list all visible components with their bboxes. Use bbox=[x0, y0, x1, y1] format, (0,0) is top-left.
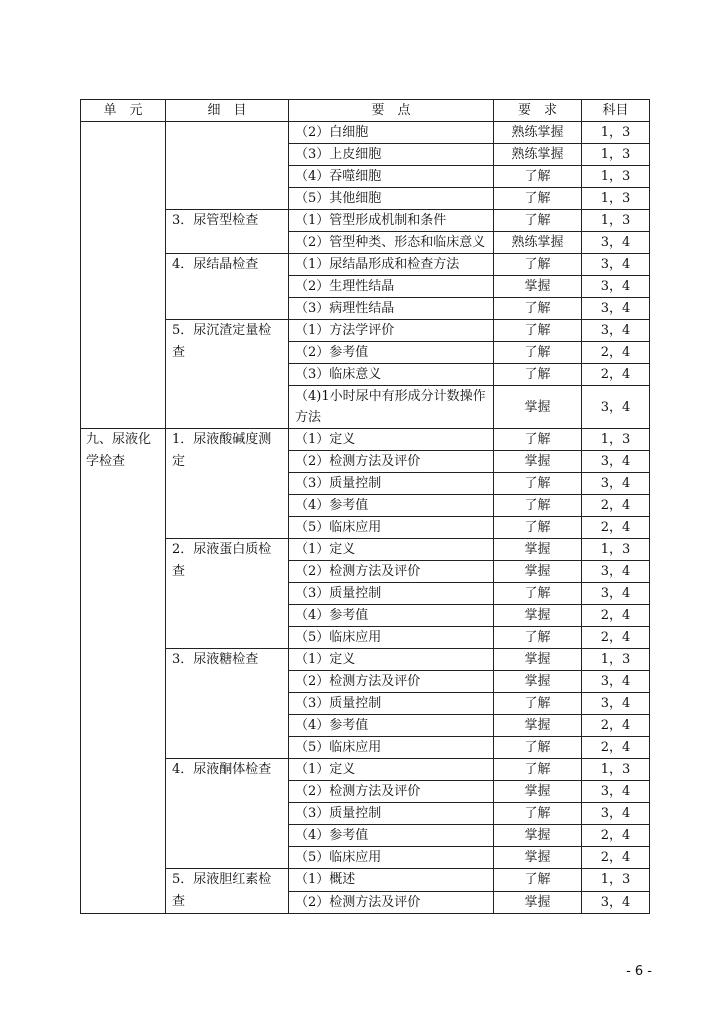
point-cell: （1）定义 bbox=[289, 759, 494, 781]
requirement-cell: 掌握 bbox=[494, 891, 582, 914]
point-cell: （2）白细胞 bbox=[289, 122, 494, 144]
point-cell: （1）尿结晶形成和检查方法 bbox=[289, 254, 494, 276]
point-cell: （5）临床应用 bbox=[289, 737, 494, 759]
requirement-cell: 了解 bbox=[494, 759, 582, 781]
subject-cell: 1，3 bbox=[582, 166, 650, 188]
requirement-cell: 掌握 bbox=[494, 561, 582, 583]
subject-cell: 3，4 bbox=[582, 254, 650, 276]
point-cell: （4）参考值 bbox=[289, 825, 494, 847]
detail-cell: 4．尿液酮体检查 bbox=[166, 759, 289, 869]
subject-cell: 3，4 bbox=[582, 232, 650, 254]
table-row bbox=[81, 869, 650, 892]
point-cell: （2）检测方法及评价 bbox=[289, 561, 494, 583]
header-row bbox=[81, 100, 650, 122]
table-row bbox=[81, 122, 650, 144]
point-cell: （4）吞噬细胞 bbox=[289, 166, 494, 188]
subject-cell: 1，3 bbox=[582, 539, 650, 561]
requirement-cell: 了解 bbox=[494, 320, 582, 342]
requirement-cell: 掌握 bbox=[494, 386, 582, 429]
point-cell: （2）检测方法及评价 bbox=[289, 891, 494, 914]
point-cell: （3）质量控制 bbox=[289, 693, 494, 715]
table-row bbox=[81, 429, 650, 451]
requirement-cell: 了解 bbox=[494, 627, 582, 649]
requirement-cell: 了解 bbox=[494, 473, 582, 495]
point-cell: （2）参考值 bbox=[289, 342, 494, 364]
point-cell: （3）质量控制 bbox=[289, 583, 494, 605]
requirement-cell: 了解 bbox=[494, 342, 582, 364]
requirement-cell: 了解 bbox=[494, 364, 582, 386]
detail-cell: 5．尿液胆红素检查 bbox=[166, 869, 289, 914]
requirement-cell: 掌握 bbox=[494, 671, 582, 693]
table-row bbox=[81, 254, 650, 276]
requirement-cell: 了解 bbox=[494, 517, 582, 539]
requirement-cell: 了解 bbox=[494, 298, 582, 320]
detail-cell: 1．尿液酸碱度测定 bbox=[166, 429, 289, 539]
requirement-cell: 掌握 bbox=[494, 605, 582, 627]
point-cell: （1）定义 bbox=[289, 429, 494, 451]
requirement-cell: 熟练掌握 bbox=[494, 122, 582, 144]
detail-cell: 4．尿结晶检查 bbox=[166, 254, 289, 320]
point-cell: （2）检测方法及评价 bbox=[289, 671, 494, 693]
detail-cell: 3．尿管型检查 bbox=[166, 210, 289, 254]
point-cell: （2）管型种类、形态和临床意义 bbox=[289, 232, 494, 254]
requirement-cell: 了解 bbox=[494, 429, 582, 451]
requirement-cell: 掌握 bbox=[494, 276, 582, 298]
subject-cell: 3，4 bbox=[582, 320, 650, 342]
subject-cell: 3，4 bbox=[582, 891, 650, 914]
requirement-cell: 熟练掌握 bbox=[494, 232, 582, 254]
subject-cell: 2，4 bbox=[582, 715, 650, 737]
subject-cell: 3，4 bbox=[582, 386, 650, 429]
requirement-cell: 掌握 bbox=[494, 847, 582, 869]
requirement-cell: 了解 bbox=[494, 803, 582, 825]
requirement-cell: 掌握 bbox=[494, 781, 582, 803]
subject-cell: 1，3 bbox=[582, 759, 650, 781]
requirement-cell: 了解 bbox=[494, 166, 582, 188]
requirement-cell: 掌握 bbox=[494, 451, 582, 473]
requirement-cell: 掌握 bbox=[494, 825, 582, 847]
table-row bbox=[81, 759, 650, 781]
point-cell: （5）临床应用 bbox=[289, 517, 494, 539]
subject-cell: 1，3 bbox=[582, 188, 650, 210]
requirement-cell: 了解 bbox=[494, 495, 582, 517]
point-cell: （1）管型形成机制和条件 bbox=[289, 210, 494, 232]
requirement-cell: 掌握 bbox=[494, 715, 582, 737]
subject-cell: 2，4 bbox=[582, 495, 650, 517]
point-cell: （1）定义 bbox=[289, 649, 494, 671]
point-cell: （4）参考值 bbox=[289, 495, 494, 517]
subject-cell: 2，4 bbox=[582, 627, 650, 649]
unit-cell bbox=[81, 122, 166, 429]
point-cell: （1）定义 bbox=[289, 539, 494, 561]
requirement-cell: 了解 bbox=[494, 583, 582, 605]
subject-cell: 3，4 bbox=[582, 803, 650, 825]
detail-cell bbox=[166, 122, 289, 210]
requirement-cell: 了解 bbox=[494, 254, 582, 276]
requirement-cell: 了解 bbox=[494, 188, 582, 210]
subject-cell: 1，3 bbox=[582, 144, 650, 166]
subject-cell: 2，4 bbox=[582, 737, 650, 759]
subject-cell: 1，3 bbox=[582, 122, 650, 144]
subject-cell: 2，4 bbox=[582, 825, 650, 847]
page-number: - 6 - bbox=[626, 964, 652, 979]
point-cell: （3）临床意义 bbox=[289, 364, 494, 386]
subject-cell: 2，4 bbox=[582, 605, 650, 627]
point-cell: （2）检测方法及评价 bbox=[289, 451, 494, 473]
table-row bbox=[81, 210, 650, 232]
point-cell: （4）参考值 bbox=[289, 605, 494, 627]
subject-cell: 3，4 bbox=[582, 298, 650, 320]
point-cell: （2）检测方法及评价 bbox=[289, 781, 494, 803]
requirement-cell: 掌握 bbox=[494, 539, 582, 561]
detail-cell: 3．尿液糖检查 bbox=[166, 649, 289, 759]
header-detail: 细 目 bbox=[166, 100, 289, 122]
subject-cell: 2，4 bbox=[582, 847, 650, 869]
requirement-cell: 了解 bbox=[494, 869, 582, 892]
subject-cell: 1，3 bbox=[582, 869, 650, 892]
subject-cell: 2，4 bbox=[582, 517, 650, 539]
table-row bbox=[81, 539, 650, 561]
point-cell: （1）方法学评价 bbox=[289, 320, 494, 342]
unit-cell: 九、尿液化学检查 bbox=[81, 429, 166, 914]
point-cell: （3）病理性结晶 bbox=[289, 298, 494, 320]
point-cell: （3）质量控制 bbox=[289, 803, 494, 825]
detail-cell: 5．尿沉渣定量检查 bbox=[166, 320, 289, 429]
subject-cell: 3，4 bbox=[582, 451, 650, 473]
subject-cell: 3，4 bbox=[582, 693, 650, 715]
subject-cell: 2，4 bbox=[582, 342, 650, 364]
point-cell: （1）概述 bbox=[289, 869, 494, 892]
subject-cell: 3，4 bbox=[582, 561, 650, 583]
requirement-cell: 了解 bbox=[494, 210, 582, 232]
table-row bbox=[81, 649, 650, 671]
header-requirement: 要 求 bbox=[494, 100, 582, 122]
header-unit: 单 元 bbox=[81, 100, 166, 122]
syllabus-table bbox=[80, 99, 650, 914]
subject-cell: 1，3 bbox=[582, 429, 650, 451]
header-subject: 科目 bbox=[582, 100, 650, 122]
subject-cell: 3，4 bbox=[582, 781, 650, 803]
header-point: 要 点 bbox=[289, 100, 494, 122]
detail-cell: 2．尿液蛋白质检查 bbox=[166, 539, 289, 649]
requirement-cell: 了解 bbox=[494, 737, 582, 759]
point-cell: （4）参考值 bbox=[289, 715, 494, 737]
point-cell: （3）上皮细胞 bbox=[289, 144, 494, 166]
requirement-cell: 掌握 bbox=[494, 649, 582, 671]
point-cell: （5）其他细胞 bbox=[289, 188, 494, 210]
subject-cell: 3，4 bbox=[582, 671, 650, 693]
table-row bbox=[81, 320, 650, 342]
subject-cell: 3，4 bbox=[582, 276, 650, 298]
point-cell: （4)1小时尿中有形成分计数操作方法 bbox=[289, 386, 494, 429]
point-cell: （2）生理性结晶 bbox=[289, 276, 494, 298]
requirement-cell: 了解 bbox=[494, 693, 582, 715]
point-cell: （5）临床应用 bbox=[289, 847, 494, 869]
subject-cell: 1，3 bbox=[582, 649, 650, 671]
subject-cell: 3，4 bbox=[582, 583, 650, 605]
subject-cell: 2，4 bbox=[582, 364, 650, 386]
requirement-cell: 熟练掌握 bbox=[494, 144, 582, 166]
point-cell: （5）临床应用 bbox=[289, 627, 494, 649]
subject-cell: 1，3 bbox=[582, 210, 650, 232]
subject-cell: 3，4 bbox=[582, 473, 650, 495]
point-cell: （3）质量控制 bbox=[289, 473, 494, 495]
